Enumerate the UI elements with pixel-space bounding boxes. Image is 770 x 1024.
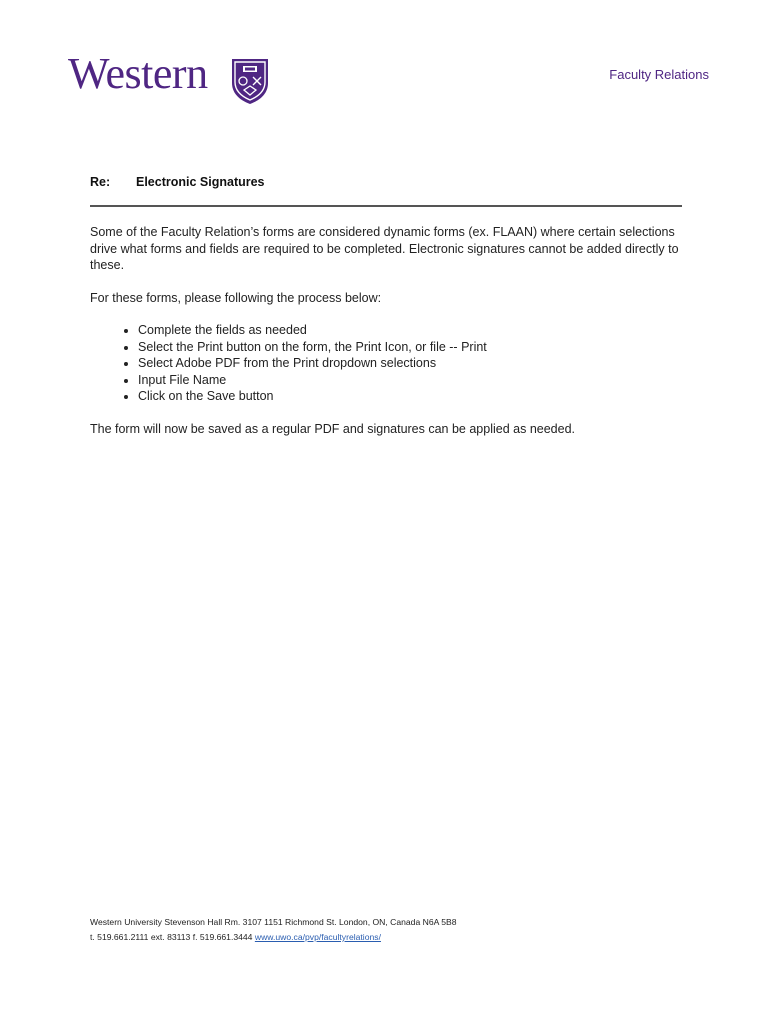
memo-subject: Electronic Signatures xyxy=(136,175,265,189)
crest-icon xyxy=(230,57,270,105)
footer-phone-fax: t. 519.661.2111 ext. 83113 f. 519.661.3444 xyxy=(90,932,255,942)
steps-list xyxy=(90,322,685,405)
memo-body xyxy=(90,224,685,453)
memo-subject-line xyxy=(90,175,265,189)
footer-address: Western University Stevenson Hall Rm. 3107 1151 Richmond St. London, ON, Canada N6A 5B8 xyxy=(90,917,457,927)
list-item: • Input File Name xyxy=(138,372,685,389)
list-item: • Click on the Save button xyxy=(138,388,685,405)
process-intro: For these forms, please following the process below: xyxy=(90,290,382,305)
re-label: Re: xyxy=(90,175,111,189)
closing-paragraph: The form will now be saved as a regular PDF and signatures can be applied as needed. xyxy=(90,421,576,436)
footer-contact xyxy=(90,930,457,945)
list-item: • Select the Print button on the form, the Print Icon, or file -- Print xyxy=(138,339,685,356)
intro-paragraph: Some of the Faculty Relation’s forms are considered dynamic forms (ex. FLAAN) where certain selections drive what forms and fields are required to be completed. Electronic signatures cannot be added directly to these. xyxy=(90,225,679,272)
list-item: • Complete the fields as needed xyxy=(138,322,685,339)
header-divider xyxy=(90,205,682,207)
western-logo-wordmark: Western xyxy=(68,49,208,98)
footer xyxy=(90,915,457,945)
list-item: • Select Adobe PDF from the Print dropdown selections xyxy=(138,355,685,372)
department-name: Faculty Relations xyxy=(609,67,709,82)
footer-website-link[interactable]: www.uwo.ca/pvp/facultyrelations/ xyxy=(254,932,381,942)
